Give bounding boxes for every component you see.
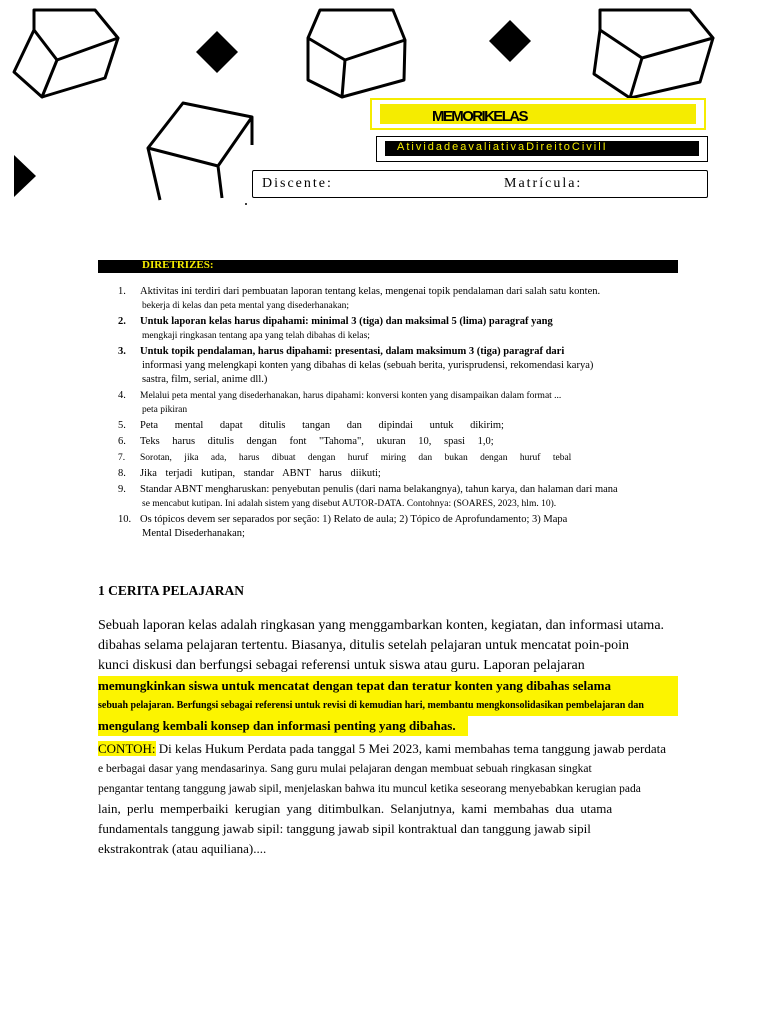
paragraph-line: kunci diskusi dan berfungsi sebagai referensi untuk siswa atau guru. Laporan pelajaran xyxy=(98,658,585,673)
subtitle-box xyxy=(376,136,708,162)
list-number: 1. xyxy=(118,286,126,297)
document-title: MEMORIKELAS xyxy=(432,108,527,125)
list-subtext: bekerja di kelas dan peta mental yang disederhanakan; xyxy=(142,301,350,311)
list-subtext: mengkaji ringkasan tentang apa yang telah dibahas di kelas; xyxy=(142,331,370,341)
guidelines-list xyxy=(118,285,758,543)
list-item xyxy=(118,419,758,433)
list-number: 4. xyxy=(118,390,126,401)
list-text: Untuk laporan kelas harus dipahami: minimal 3 (tiga) dan maksimal 5 (lima) paragraf yang xyxy=(140,316,553,327)
list-number: 6. xyxy=(118,436,126,447)
paragraph-line: lain, perlu memperbaiki kerugian yang ditimbulkan. Selanjutnya, kami membahas dua utama xyxy=(98,801,613,816)
list-number: 10. xyxy=(118,514,132,525)
list-number: 7. xyxy=(118,453,126,463)
report-paragraph xyxy=(98,616,678,736)
list-subtext: peta pikiran xyxy=(142,405,188,415)
paragraph-line: Di kelas Hukum Perdata pada tanggal 5 Mei 2023, kami membahas tema tanggung jawab perdata xyxy=(155,741,667,756)
section-heading: 1 CERITA PELAJARAN xyxy=(98,583,245,598)
example-paragraph xyxy=(98,739,678,859)
example-label: CONTOH: xyxy=(98,741,156,756)
list-subtext: se mencabut kutipan. Ini adalah sistem yang disebut AUTOR-DATA. Contohnya: (SOARES, 2023, hlm. 10). xyxy=(142,499,557,509)
list-item xyxy=(118,389,758,417)
list-text: Aktivitas ini terdiri dari pembuatan laporan tentang kelas, mengenai topik pendalaman dari salah satu konten. xyxy=(140,286,601,297)
list-text: Sorotan, jika ada, harus dibuat dengan huruf miring dan bukan dengan huruf tebal xyxy=(140,453,572,463)
paragraph-line: dibahas selama pelajaran tertentu. Biasanya, ditulis setelah pelajaran untuk mencatat poin-poin xyxy=(98,638,630,653)
paragraph-line: Sebuah laporan kelas adalah ringkasan yang menggambarkan konten, kegiatan, dan informasi utama. xyxy=(98,618,665,633)
list-number: 3. xyxy=(118,346,126,357)
list-number: 5. xyxy=(118,420,126,431)
list-item xyxy=(118,345,758,387)
list-text: Melalui peta mental yang disederhanakan, harus dipahami: konversi konten yang disampaikan dalam format ... xyxy=(140,391,562,401)
guidelines-heading: DIRETRIZES: xyxy=(142,259,214,271)
title-highlight xyxy=(380,104,696,124)
paragraph-line: pengantar tentang tanggung jawab sipil, menjelaskan bahwa itu muncul ketika seseorang menyebabkan kerugian pada xyxy=(98,783,641,795)
list-subtext: sastra, film, serial, anime dll.) xyxy=(142,374,268,385)
document-subtitle: AtividadeavaliativaDireitoCivilI xyxy=(397,141,608,153)
list-item xyxy=(118,315,758,343)
paragraph-line: fundamentals tanggung jawab sipil: tanggung jawab sipil kontraktual dan tanggung jawab sipil xyxy=(98,821,591,836)
title-box xyxy=(370,98,706,130)
list-number: 2. xyxy=(118,316,126,327)
highlighted-line: mengulang kembali konsep dan informasi penting yang dibahas. xyxy=(98,716,468,736)
list-text: Teks harus ditulis dengan font "Tahoma", ukuran 10, spasi 1,0; xyxy=(140,436,494,447)
list-item xyxy=(118,483,758,511)
student-label: Discente: xyxy=(262,176,333,191)
list-text: Untuk topik pendalaman, harus dipahami: presentasi, dalam maksimum 3 (tiga) paragraf dari xyxy=(140,346,565,357)
list-subtext: Mental Disederhanakan; xyxy=(142,528,245,539)
list-item xyxy=(118,513,758,541)
list-number: 8. xyxy=(118,468,126,479)
paragraph-line: e berbagai dasar yang mendasarinya. Sang guru mulai pelajaran dengan membuat sebuah ringkasan singkat xyxy=(98,763,592,775)
paragraph-line: ekstrakontrak (atau aquiliana).... xyxy=(98,841,267,856)
list-text: Os tópicos devem ser separados por seção: 1) Relato de aula; 2) Tópico de Aprofundamento; 3) Mapa xyxy=(140,514,568,525)
registration-label: Matrícula: xyxy=(504,176,583,191)
list-text: Peta mental dapat ditulis tangan dan dipindai untuk dikirim; xyxy=(140,420,504,431)
student-info-box xyxy=(252,170,708,198)
list-subtext: informasi yang melengkapi konten yang dibahas di kelas (sebuah berita, yurisprudensi, rekomendasi karya) xyxy=(142,360,594,371)
list-number: 9. xyxy=(118,484,126,495)
list-item xyxy=(118,435,758,449)
list-text: Standar ABNT mengharuskan: penyebutan penulis (dari nama belakangnya), tahun karya, dan halaman dari mana xyxy=(140,484,618,495)
highlighted-line: memungkinkan siswa untuk mencatat dengan tepat dan teratur konten yang dibahas selama xyxy=(98,676,678,696)
list-item xyxy=(118,285,758,313)
list-text: Jika terjadi kutipan, standar ABNT harus diikuti; xyxy=(140,468,381,479)
list-item xyxy=(118,451,758,465)
highlighted-line: sebuah pelajaran. Berfungsi sebagai referensi untuk revisi di kemudian hari, membantu mengkonsolidasikan pembelajaran dan xyxy=(98,696,678,716)
list-item xyxy=(118,467,758,481)
subtitle-bar xyxy=(385,141,699,156)
guidelines-header-bar xyxy=(98,260,678,273)
